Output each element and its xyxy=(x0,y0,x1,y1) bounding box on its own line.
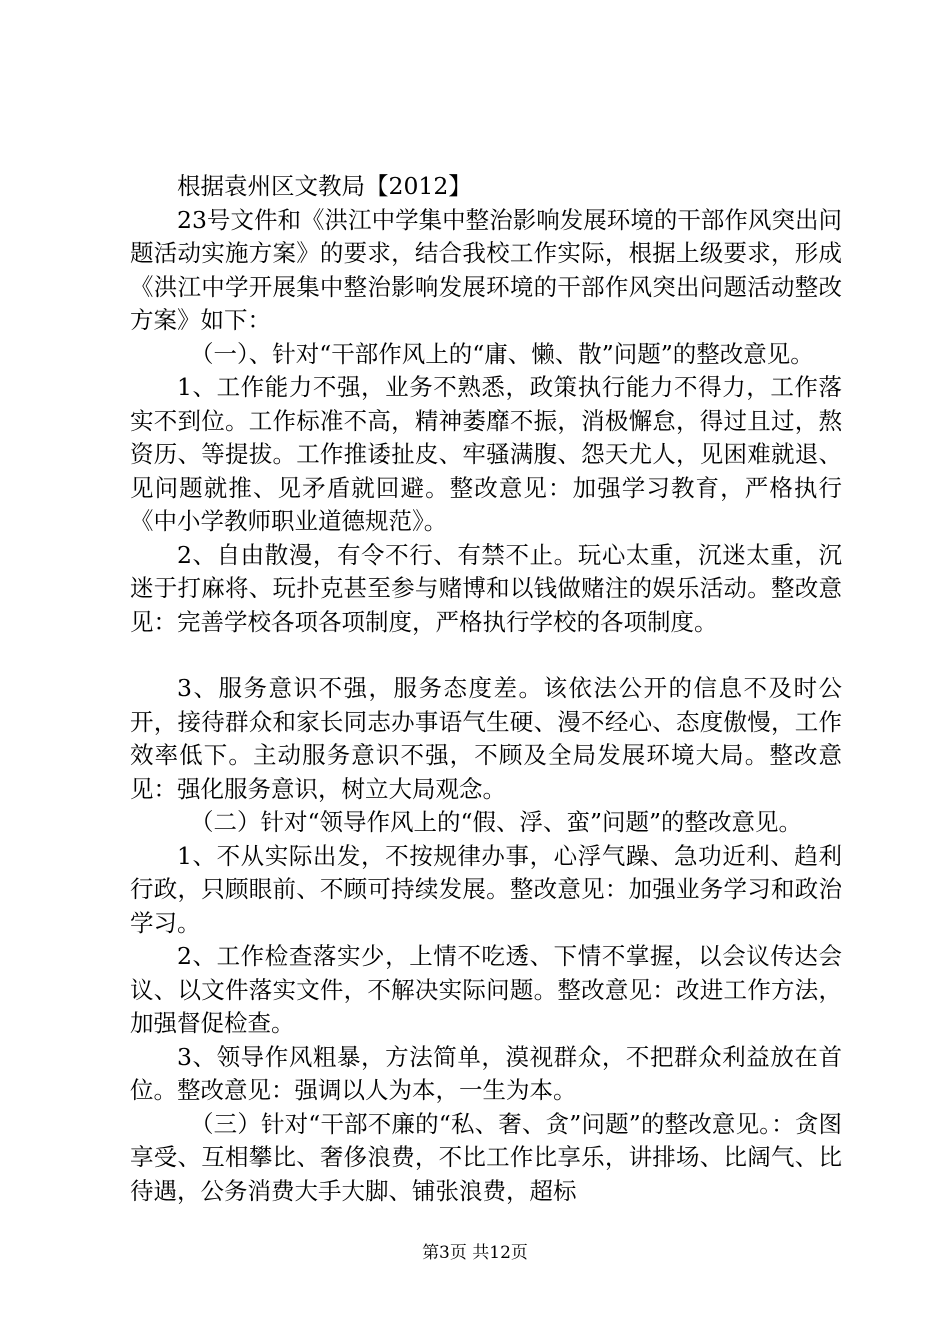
paragraph-intro-line: 根据袁州区文教局【2012】 xyxy=(177,172,472,200)
section-heading-2: （二）针对“领导作风上的“假、浮、蛮”问题”的整改意见。 xyxy=(190,808,803,836)
section-heading-1: （一）、针对“干部作风上的“庸、懒、散”问题”的整改意见。 xyxy=(190,339,814,368)
paragraph-2-3: 3、领导作风粗暴，方法简单，漠视群众，不把群众利益放在首位。整改意见：强调以人为本，一生为本。 xyxy=(130,1042,842,1104)
paragraph-2-1: 1、不从实际出发，不按规律办事，心浮气躁、急功近利、趋利行政，只顾眼前、不顾可持续发展。整改意见：加强业务学习和政治学习。 xyxy=(130,841,842,937)
blank-line xyxy=(130,639,842,672)
paragraph-intro: 23号文件和《洪江中学集中整治影响发展环境的干部作风突出问题活动实施方案》的要求，结合我校工作实际，根据上级要求，形成《洪江中学开展集中整治影响发展环境的干部作风突出问题活动整改方案》如下： xyxy=(130,205,842,334)
paragraph-1-1: 1、工作能力不强，业务不熟悉，政策执行能力不得力，工作落实不到位。工作标准不高，精神萎靡不振，消极懈怠，得过且过，熬资历、等提拔。工作推诿扯皮、牢骚满腹、怨天尤人，见困难就退、见问题就推、见矛盾就回避。整改意见：加强学习教育，严格执行《中小学教师职业道德规范》。 xyxy=(130,373,842,535)
paragraph-1-3: 3、服务意识不强，服务态度差。该依法公开的信息不及时公开，接待群众和家长同志办事语气生硬、漫不经心、态度傲慢，工作效率低下。主动服务意识不强，不顾及全局发展环境大局。整改意见：强化服务意识，树立大局观念。 xyxy=(130,674,842,803)
page-number-footer: 第3页 共12页 xyxy=(422,1243,528,1263)
document-body xyxy=(130,170,842,1208)
section-heading-3: （三）针对“干部不廉的“私、奢、贪”问题”的整改意见。：贪图享受、互相攀比、奢侈浪费，不比工作比享乐，讲排场、比阔气、比待遇，公务消费大手大脚、铺张浪费，超标 xyxy=(130,1109,842,1205)
paragraph-1-2: 2、自由散漫，有令不行、有禁不止。玩心太重，沉迷太重，沉迷于打麻将、玩扑克甚至参与赌博和以钱做赌注的娱乐活动。整改意见：完善学校各项各项制度，严格执行学校的各项制度。 xyxy=(130,540,842,636)
paragraph-2-2: 2、工作检查落实少，上情不吃透、下情不掌握，以会议传达会议、以文件落实文件，不解决实际问题。整改意见：改进工作方法，加强督促检查。 xyxy=(130,942,842,1037)
